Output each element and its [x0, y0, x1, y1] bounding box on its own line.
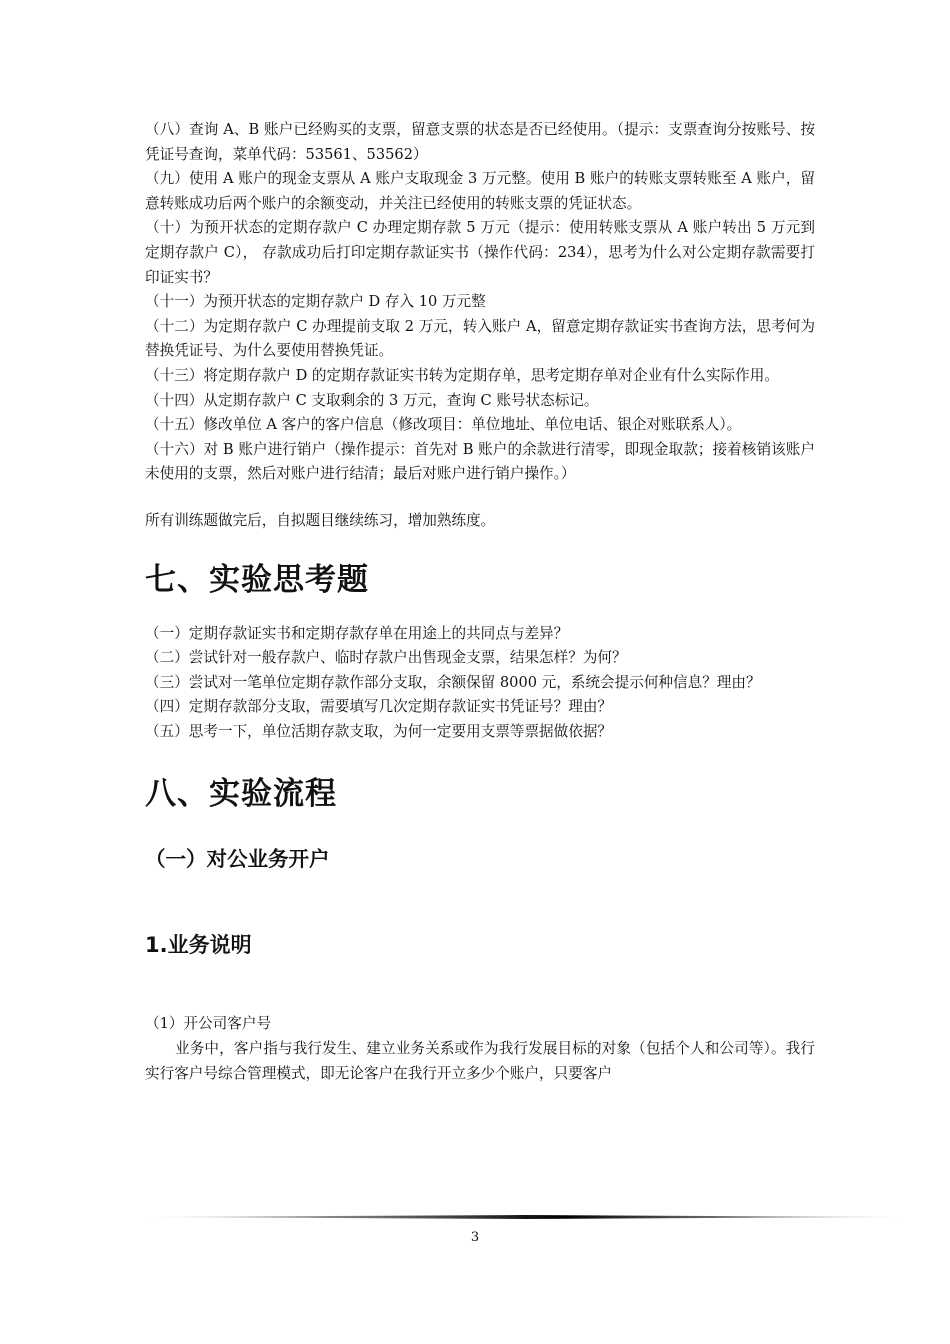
subsection-heading: （一）对公业务开户 — [145, 847, 330, 872]
subsubsection-heading: 1.业务说明 — [145, 933, 252, 958]
section8-heading: 八、实验流程 — [145, 776, 337, 813]
page-number: 3 — [470, 1230, 480, 1245]
list-item: （十五）修改单位 A 客户的客户信息（修改项目：单位地址、单位电话、银企对账联系人）。 — [145, 416, 742, 434]
list-item: （十三）将定期存款户 D 的定期存款证实书转为定期存单，思考定期存单对企业有什么实际作用。 — [145, 366, 779, 384]
question-item: （五）思考一下，单位活期存款支取，为何一定要用支票等票据做依据？ — [145, 722, 613, 740]
list-item: （十六）对 B 账户进行销户（操作提示：首先对 B 账户的余款进行清零，即现金取款；接着核销该账户未使用的支票，然后对账户进行结清；最后对账户进行销户操作。） — [145, 440, 815, 483]
list-item: （十二）为定期存款户 C 办理提前支取 2 万元，转入账户 A，留意定期存款证实书查询方法，思考何为替换凭证号、为什么要使用替换凭证。 — [145, 317, 815, 360]
numbered-item: （1）开公司客户号 — [145, 1015, 272, 1033]
closing-note: 所有训练题做完后，自拟题目继续练习，增加熟练度。 — [145, 511, 496, 529]
list-item: （九）使用 A 账户的现金支票从 A 账户支取现金 3 万元整。使用 B 账户的转账支票转账至 A 账户，留意转账成功后两个账户的余额变动，并关注已经使用的转账支票的凭证状态。 — [145, 170, 815, 212]
question-item: （二）尝试针对一般存款户、临时存款户出售现金支票，结果怎样？为何？ — [145, 649, 627, 667]
list-item: （八）查询 A、B 账户已经购买的支票，留意支票的状态是否已经使用。（提示：支票查询分按账号、按凭证号查询，菜单代码：53561、53562） — [145, 121, 815, 163]
question-item: （一）定期存款证实书和定期存款存单在用途上的共同点与差异？ — [145, 624, 569, 642]
list-item: （十一）为预开状态的定期存款户 D 存入 10 万元整 — [145, 293, 486, 311]
question-item: （四）定期存款部分支取，需要填写几次定期存款证实书凭证号？理由？ — [145, 698, 613, 716]
section7-heading: 七、实验思考题 — [145, 561, 369, 598]
list-item: （十）为预开状态的定期存款户 C 办理定期存款 5 万元（提示：使用转账支票从 A 账户转出 5 万元到定期存款户 C）， 存款成功后打印定期存款证实书（操作代码：234），思考为什么对公定期存款需要打印证实书？ — [145, 219, 815, 286]
page-content — [145, 118, 815, 1086]
footer-divider — [145, 1215, 905, 1219]
list-item: （十四）从定期存款户 C 支取剩余的 3 万元，查询 C 账号状态标记。 — [145, 391, 599, 409]
body-paragraph: 业务中，客户指与我行发生、建立业务关系或作为我行发展目标的对象（包括个人和公司等）。我行实行客户号综合管理模式，即无论客户在我行开立多少个账户，只要客户 — [145, 1040, 815, 1082]
question-item: （三）尝试对一笔单位定期存款作部分支取，余额保留 8000 元，系统会提示何种信息？理由？ — [145, 673, 761, 691]
spacer — [145, 487, 815, 509]
